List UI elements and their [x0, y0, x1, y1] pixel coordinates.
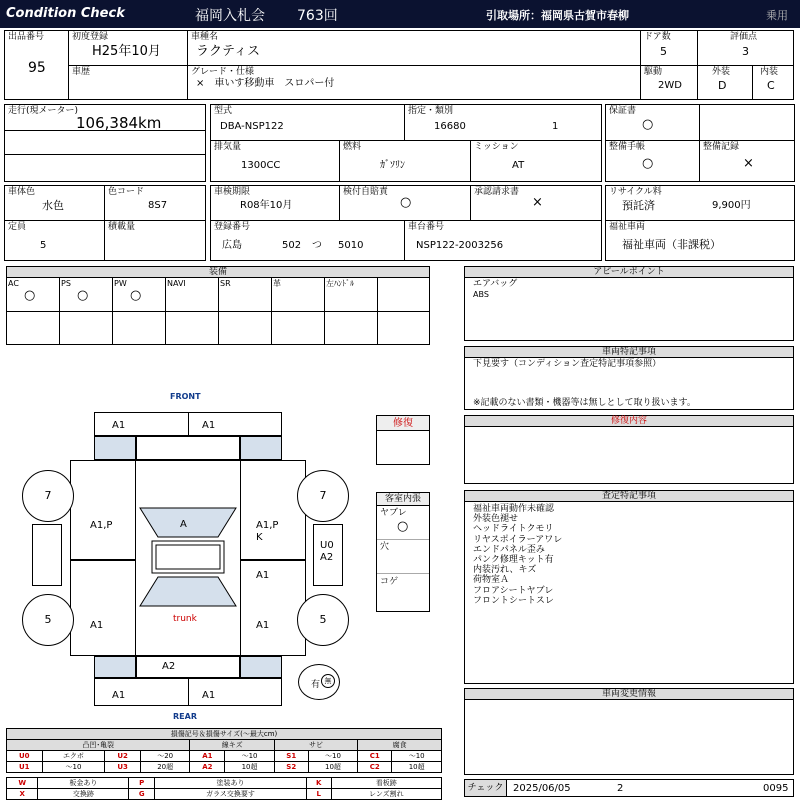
windshield-roof[interactable] [136, 505, 240, 609]
warranty-mark: ○ [642, 117, 654, 132]
welfare-status: 福祉車両（非課税） [622, 238, 721, 251]
cabin-label-hole: 穴 [380, 542, 390, 552]
left-rear-mark: A1 [90, 620, 104, 631]
legend-code: L [306, 789, 331, 800]
cabin-title: 客室内張 [377, 493, 429, 506]
form-title: Condition Check [6, 6, 125, 21]
reg-kana: つ [312, 240, 322, 251]
left-front-door[interactable] [70, 460, 136, 560]
inspector-note-line: リヤスポイラーアワレ [473, 534, 563, 545]
tire-front-right[interactable]: 7 [297, 470, 349, 522]
doors: 5 [660, 45, 667, 58]
right-rear-door-mark: A1 [256, 570, 270, 581]
inspector-note-line: 荷物室Ａ [473, 575, 510, 586]
drive: 2WD [658, 80, 682, 91]
capacity-label: 定員 [8, 222, 27, 232]
legend-code: U3 [105, 762, 141, 773]
inspector-notes-box [464, 501, 794, 684]
approval-mark: × [532, 195, 543, 210]
repair-detail-box [464, 426, 794, 484]
chassis-label: 車台番号 [408, 222, 445, 232]
inspector-note-line: フロアシートヤブレ [473, 585, 554, 596]
fender-rear-left[interactable] [94, 656, 136, 678]
equipment-title: 装備 [6, 266, 430, 278]
repair-detail-title: 修復内容 [464, 415, 794, 427]
color-code: 8S7 [148, 200, 168, 211]
color-label: 車体色 [8, 187, 36, 197]
equipment-label: 左ﾊﾝﾄﾞﾙ [326, 279, 354, 288]
legend-code: C1 [358, 751, 392, 762]
front-label: FRONT [170, 392, 201, 401]
check-code: 0095 [763, 783, 789, 794]
tire-rear-right[interactable]: 5 [297, 594, 349, 646]
right-rear-mark: A1 [256, 620, 270, 631]
legend-desc: 〜10 [392, 751, 442, 762]
trunk-label: trunk [173, 614, 197, 624]
left-front-door-mark: A1,P [90, 520, 113, 531]
recycle-label: リサイクル料 [609, 187, 662, 197]
fuel: ｶﾞｿﾘﾝ [380, 160, 405, 171]
mission-label: ミッション [474, 142, 519, 152]
doors-label: ドア数 [644, 32, 671, 42]
legend-code: C2 [358, 762, 392, 773]
mileage-label: 走行(現メーター) [8, 106, 79, 116]
approval-label: 承認請求書 [474, 187, 520, 197]
spare-tire[interactable] [298, 664, 340, 700]
legend-desc: 塗装あり [155, 778, 307, 789]
reg-number: 5010 [338, 240, 364, 251]
session-number: 763回 [297, 8, 338, 24]
hood-front-panel[interactable] [136, 436, 240, 460]
legend-h4: 腐食 [358, 740, 442, 751]
exterior-label: 外装 [712, 67, 731, 77]
legend-code: U0 [7, 751, 43, 762]
legend-title: 損傷記号＆損傷サイズ(〜最大cm) [7, 729, 442, 740]
inspector-notes-title: 査定特記事項 [464, 490, 794, 502]
special-notes-title: 車両特記事項 [464, 346, 794, 358]
drive-label: 駆動 [644, 67, 663, 77]
displacement: 1300CC [241, 160, 281, 171]
right-rear-door[interactable] [240, 560, 306, 656]
first-reg-label: 初度登録 [72, 32, 109, 42]
rear-label: REAR [173, 712, 197, 721]
car-name: ラクティス [196, 44, 260, 59]
maint-record-mark: × [743, 156, 754, 171]
tire-rear-left[interactable]: 5 [22, 594, 74, 646]
displacement-label: 排気量 [214, 142, 242, 152]
fuel-label: 燃料 [343, 142, 362, 152]
equipment-label: PS [61, 279, 71, 288]
inspector-note-line: 内装汚れ、キズ [473, 565, 537, 576]
legend-desc: 20超 [140, 762, 190, 773]
legend-code: X [7, 789, 38, 800]
legend-code: A1 [190, 751, 225, 762]
right-front-door[interactable] [240, 460, 306, 560]
check-number: 2 [617, 783, 624, 794]
inspector-note-line: パンク修理キット有 [473, 555, 554, 565]
legend-desc: 〜10 [42, 762, 105, 773]
equipment-label: NAVI [167, 279, 186, 288]
model-code: DBA-NSP122 [220, 121, 284, 132]
welfare-label: 福祉車両 [609, 222, 646, 232]
class-number: 1 [552, 121, 559, 132]
rear-right-mark: A1 [202, 690, 216, 701]
recycle-status: 預託済 [622, 199, 655, 212]
equipment-label: PW [114, 279, 127, 288]
legend-code: S2 [274, 762, 308, 773]
mission: AT [512, 160, 525, 171]
fender-front-right[interactable] [240, 436, 282, 460]
warranty-label: 保証書 [609, 106, 637, 116]
maint-book-mark: ○ [642, 156, 654, 171]
legend-row [7, 751, 442, 762]
grade-score: 3 [742, 45, 749, 58]
rear-gate-panel[interactable] [136, 656, 240, 678]
grade: × 車いす移動車 スロパー付 [196, 78, 335, 89]
legend-code: W [7, 778, 38, 789]
header-bar [0, 0, 800, 28]
color-code-label: 色コード [108, 187, 145, 197]
legend-desc: 〜20 [140, 751, 190, 762]
legend-code: K [306, 778, 331, 789]
lot-label: 出品番号 [8, 32, 45, 42]
inspection-date: R08年10月 [240, 200, 293, 211]
hood-mark: A [180, 519, 187, 530]
legend-desc: 看板跡 [331, 778, 441, 789]
inspection-label: 車検期限 [214, 187, 251, 197]
tire-front-left[interactable]: 7 [22, 470, 74, 522]
exterior-grade: D [718, 79, 727, 92]
rear-gate-mark: A2 [162, 661, 176, 672]
first-reg: H25年10月 [92, 44, 161, 59]
car-name-label: 車種名 [191, 32, 219, 42]
self-insp-label: 検付自賠責 [343, 187, 389, 197]
front-right-mark: A1 [202, 420, 216, 431]
appeal-line-2: ABS [473, 290, 489, 299]
legend-row [7, 762, 442, 773]
reg-no-label: 登録番号 [214, 222, 251, 232]
special-note-1: 下見要す（コンディション査定特記事項参照） [473, 359, 662, 369]
legend-code: A2 [190, 762, 225, 773]
cabin-tear-mark: ○ [397, 519, 409, 534]
pickup-location: 引取場所：福岡県古賀市春柳 [486, 9, 629, 22]
legend-h3: サビ [274, 740, 357, 751]
recycle-fee: 9,900円 [712, 200, 751, 211]
inspector-note-line: フロントシートスレ [473, 595, 554, 606]
legend-desc: ガラス交換要す [155, 789, 307, 800]
equipment-mark: ○ [24, 288, 36, 303]
left-side-mirror[interactable] [32, 524, 62, 586]
legend-h2: 線キズ [190, 740, 274, 751]
chassis-number: NSP122-2003256 [416, 240, 504, 251]
legend-desc: 〜10 [308, 751, 358, 762]
mileage: 106,384km [76, 114, 162, 132]
legend-desc: 板金あり [38, 778, 129, 789]
legend-code: P [129, 778, 155, 789]
legend-desc: 〜10 [225, 751, 275, 762]
appeal-box [464, 277, 794, 341]
legend-desc: 10超 [308, 762, 358, 773]
front-left-mark: A1 [112, 420, 126, 431]
spare-tire-icon: 無 [321, 674, 335, 688]
maint-book-label: 整備手帳 [609, 142, 646, 152]
equipment-mark: ○ [77, 288, 89, 303]
cabin-label-tear: ヤブレ [380, 508, 407, 518]
cabin-label-burn: コゲ [380, 577, 399, 587]
damage-legend [6, 728, 442, 800]
fender-rear-right[interactable] [240, 656, 282, 678]
legend-desc: 交換跡 [38, 789, 129, 800]
category: 乗用 [766, 9, 788, 22]
legend-row [7, 778, 442, 789]
repair-box [376, 415, 430, 465]
reg-area: 広島 [222, 240, 242, 251]
roof-side-mark: U0 A2 [320, 540, 334, 563]
history-label: 車歴 [72, 67, 91, 77]
capacity: 5 [40, 240, 47, 251]
change-info-title: 車両変更情報 [464, 688, 794, 700]
spare-tire-label: 有 [311, 680, 321, 690]
change-info-box [464, 699, 794, 775]
grade-label: グレード・仕様 [191, 67, 255, 77]
legend-desc: 10超 [392, 762, 442, 773]
fender-front-left[interactable] [94, 436, 136, 460]
equipment-label: AC [8, 279, 19, 288]
equipment-label: 革 [273, 279, 281, 288]
special-notes-box [464, 357, 794, 410]
grade-score-label: 評価点 [730, 32, 758, 42]
inspector-note-line: 外装色褪せ [473, 514, 519, 525]
equipment-label: SR [220, 279, 231, 288]
special-note-2: ※記載のない書類・機器等は無しとして取り扱います。 [473, 398, 696, 408]
inspector-note-line: 福祉車両動作未確認 [473, 504, 555, 514]
appeal-title: アピールポイント [464, 266, 794, 278]
right-front-door-mark: A1,P K [256, 520, 279, 543]
legend-code: U2 [105, 751, 141, 762]
type-no-label: 指定・類別 [408, 106, 454, 116]
legend-code: S1 [274, 751, 308, 762]
repair-label: 修復 [377, 416, 429, 431]
legend-desc: 10超 [225, 762, 275, 773]
equipment-mark: ○ [130, 288, 142, 303]
cabin-box [376, 492, 430, 612]
inspector-note-line: エンドパネル歪み [473, 544, 545, 555]
legend-row [7, 789, 442, 800]
lot-number: 95 [28, 60, 46, 76]
reg-class: 502 [282, 240, 302, 251]
interior-label: 内装 [760, 67, 779, 77]
load-label: 積載量 [108, 222, 136, 232]
inspector-note-line: ヘッドライトクモリ [473, 524, 554, 535]
body-color: 水色 [42, 199, 64, 212]
interior-grade: C [767, 79, 775, 92]
check-date: 2025/06/05 [513, 783, 571, 794]
legend-h1: 凸凹･亀裂 [7, 740, 190, 751]
model-label: 型式 [214, 106, 233, 116]
check-row [464, 779, 794, 797]
self-insp-mark: ○ [400, 195, 412, 210]
appeal-line-1: エアバッグ [473, 279, 518, 289]
left-rear-door[interactable] [70, 560, 136, 656]
auction-name: 福岡入札会 [195, 8, 265, 24]
legend-code: U1 [7, 762, 43, 773]
legend-code: G [129, 789, 155, 800]
legend-desc: レンズ割れ [331, 789, 441, 800]
rear-left-mark: A1 [112, 690, 126, 701]
maint-record-label: 整備記録 [703, 142, 740, 152]
type-number: 16680 [434, 121, 466, 132]
legend-desc: エクボ [42, 751, 105, 762]
check-label: チェック [465, 780, 507, 796]
